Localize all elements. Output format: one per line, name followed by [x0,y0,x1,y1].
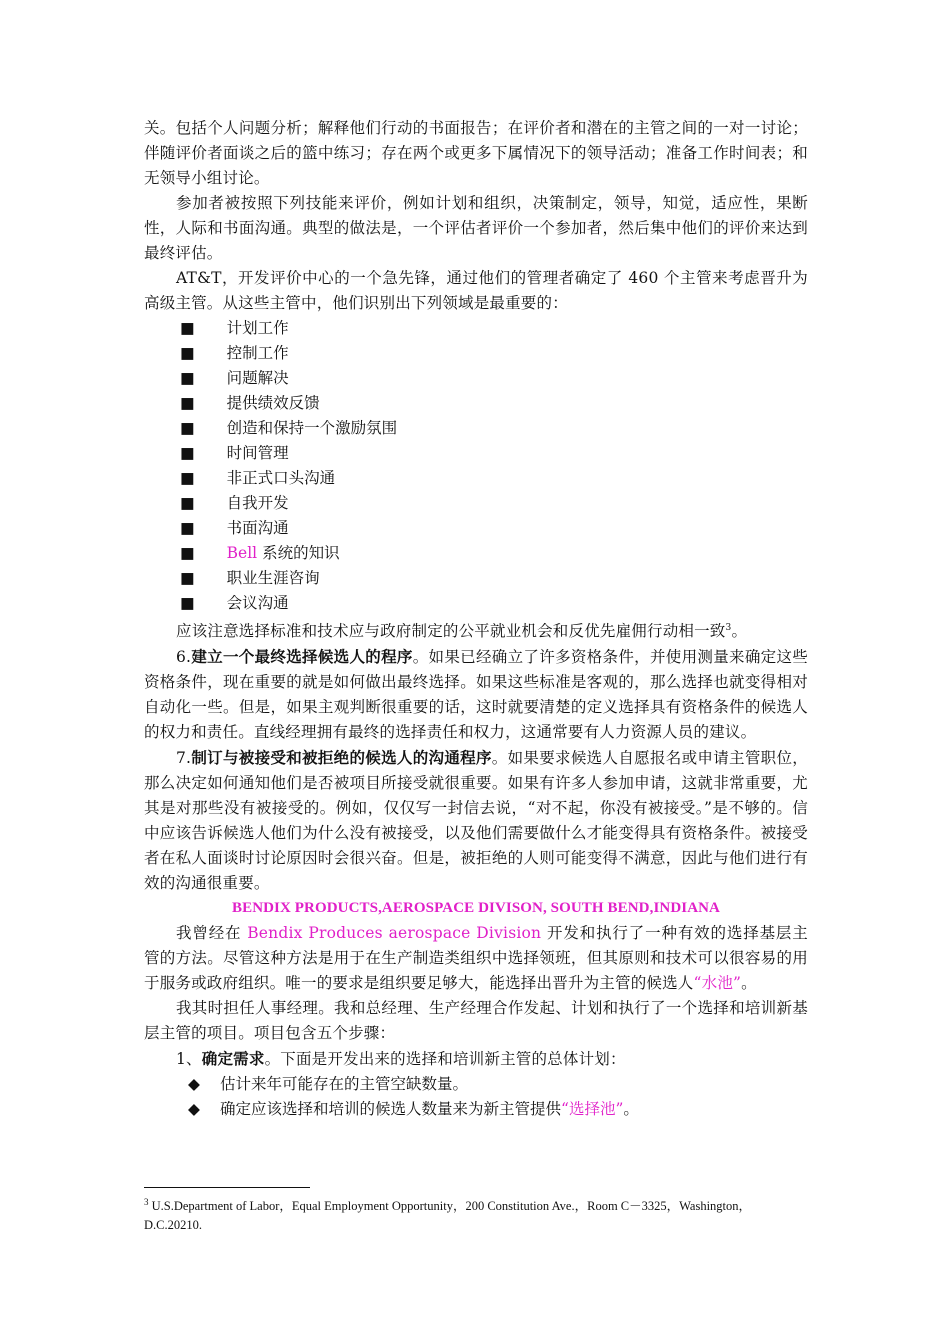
document-page [144,116,808,1122]
section-6: 6.建立一个最终选择候选人的程序。如果已经确立了许多资格条件，并使用测量来确定这些资格条件，现在重要的就是如何做出最终选择。如果这些标准是客观的，那么选择也就变得相对自动化一些。但是，如果主观判断很重要的话，这时就要清楚的定义选择具有资格条件的候选人的权力和责任。直线经理拥有最终的选择责任和权力，这通常要有人力资源人员的建议。 [144,647,808,742]
step-1: 1、确定需求。下面是开发出来的选择和培训新主管的总体计划： [176,1049,626,1069]
bendix-division-text: Bendix Produces aerospace Division [247,924,542,943]
list-item: ■ 会议沟通 [180,594,289,612]
footnote: $^3$ U.S.Department of Labor，Equal Employment Opportunity，200 Constitution Ave.，Room C－3325，Washington，D.C.20210. [144,1197,752,1233]
pool-quote: “水池” [693,974,742,993]
needs-list [144,1072,808,1122]
paragraph-assessment-methods: 关。包括个人问题分析；解释他们行动的书面报告；在评价者和潜在的主管之间的一对一讨论；伴随评价者面谈之后的篮中练习；存在两个或更多下属情况下的领导活动；准备工作时间表；和无领导小组讨论。 [144,119,808,187]
diamond-bullet-icon: ◆ [188,1100,200,1119]
list-item: ■ 创造和保持一个激励氛围 [180,419,398,437]
section-7: 7.制订与被接受和被拒绝的候选人的沟通程序。如果要求候选人自愿报名或申请主管职位，那么决定如何通知他们是否被项目所接受就很重要。如果有许多人参加申请，这就非常重要，尤其是对那些没有被接受的。例如，仅仅写一封信去说，“对不起，你没有被接受。”是不够的。信中应该告诉候选人他们为什么没有被接受，以及他们需要做什么才能变得具有资格条件。被接受者在私人面谈时讨论原因时会很兴奋。但是，被拒绝的人则可能变得不满意，因此与他们进行有效的沟通很重要。 [144,748,808,893]
footnote-divider [144,1187,310,1188]
bell-text: Bell [226,544,258,562]
square-bullet-icon: ■ [180,444,195,462]
list-item: ■ 书面沟通 [180,519,289,537]
list-item: ■ 时间管理 [180,444,289,462]
list-item: ■ 非正式口头沟通 [180,469,336,487]
section-heading: BENDIX PRODUCTS,AEROSPACE DIVISON, SOUTH BEND,INDIANA [231,900,720,917]
list-item: ◆ 确定应该选择和培训的候选人数量来为新主管提供“选择池”。 [144,1097,808,1122]
square-bullet-icon: ■ [180,469,195,487]
square-bullet-icon: ■ [180,544,195,562]
list-item: ■ Bell 系统的知识 [180,544,340,562]
square-bullet-icon: ■ [180,344,195,362]
list-item: ■ 提供绩效反馈 [180,394,320,412]
skills-list [144,316,808,616]
selection-pool-quote: “选择池” [561,1100,624,1119]
footnote-ref: 3 [725,623,732,633]
list-item: ◆ 估计来年可能存在的主管空缺数量。 [144,1072,808,1097]
square-bullet-icon: ■ [180,319,195,337]
paragraph-project: 我其时担任人事经理。我和总经理、生产经理合作发起、计划和执行了一个选择和培训新基层主管的项目。项目包含五个步骤： [144,999,808,1043]
square-bullet-icon: ■ [180,594,195,612]
paragraph-bendix: 我曾经在 Bendix Produces aerospace Division 开发和执行了一种有效的选择基层主管的方法。尽管这种方法是用于在生产制造类组织中选择领班，但其原则和技术可以很容易的用于服务或政府组织。唯一的要求是组织要足够大，能选择出晋升为主管的候选人“水池”。 [144,924,808,993]
list-item: ■ 自我开发 [180,494,289,512]
paragraph-skills: 参加者被按照下列技能来评价，例如计划和组织，决策制定，领导，知觉，适应性，果断性，人际和书面沟通。典型的做法是，一个评估者评价一个参加者，然后集中他们的评价来达到最终评估。 [144,194,808,262]
square-bullet-icon: ■ [180,519,195,537]
list-item: ■ 控制工作 [180,344,289,362]
square-bullet-icon: ■ [180,569,195,587]
square-bullet-icon: ■ [180,394,195,412]
square-bullet-icon: ■ [180,369,195,387]
paragraph-att: AT&T，开发评价中心的一个急先锋，通过他们的管理者确定了 460 个主管来考虑晋升为高级主管。从这些主管中，他们识别出下列领域是最重要的： [144,269,808,312]
list-item: ■ 职业生涯咨询 [180,569,320,587]
square-bullet-icon: ■ [180,494,195,512]
step-1-title: 确定需求 [201,1049,265,1069]
paragraph-compliance: 应该注意选择标准和技术应与政府制定的公平就业机会和反优先雇佣行动相一致$^3$。 [176,622,748,641]
section-7-title: 制订与被接受和被拒绝的候选人的沟通程序 [191,748,492,768]
list-item: ■ 问题解决 [180,369,289,387]
diamond-bullet-icon: ◆ [188,1075,200,1094]
section-6-title: 建立一个最终选择候选人的程序 [191,647,413,667]
list-item: ■ 计划工作 [180,319,289,337]
square-bullet-icon: ■ [180,419,195,437]
